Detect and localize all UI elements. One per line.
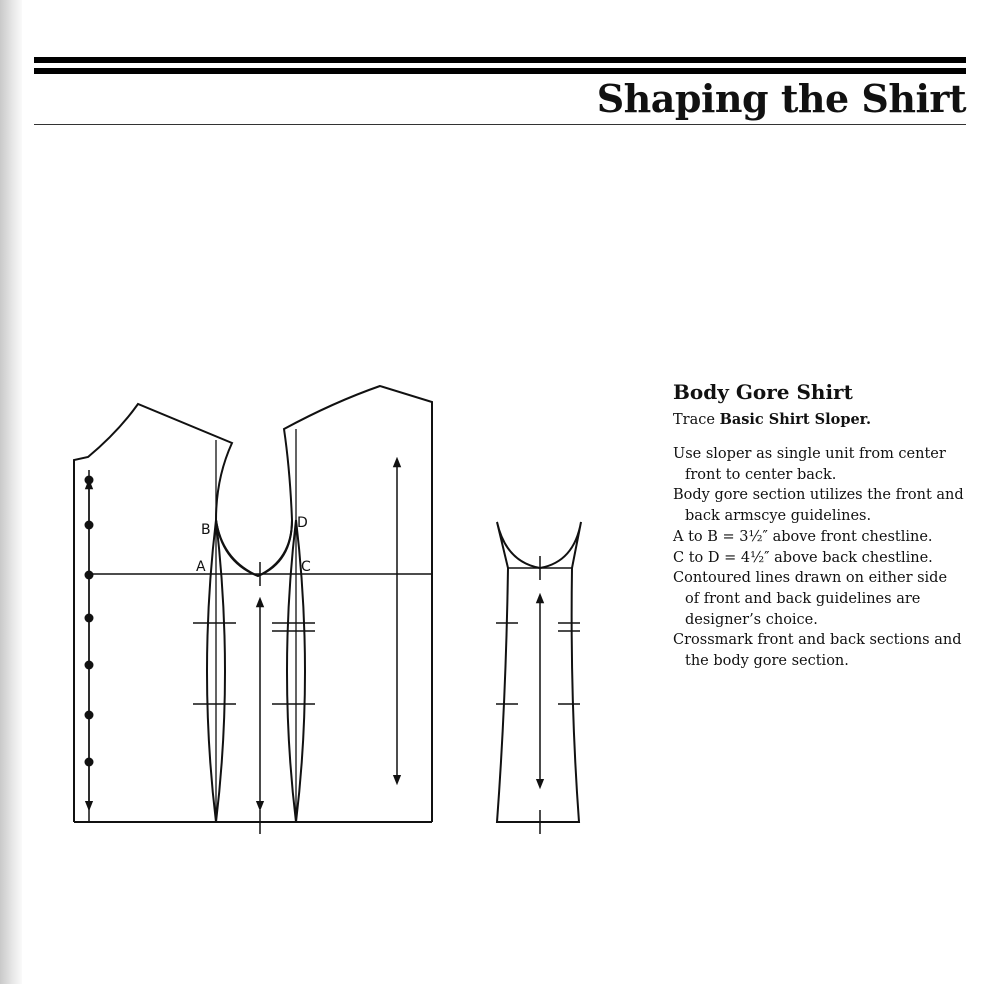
section-heading: Body Gore Shirt (673, 380, 853, 404)
button-mark (85, 571, 94, 580)
label-c: C (301, 559, 311, 575)
label-a: A (196, 559, 206, 575)
trace-instruction (673, 410, 965, 430)
button-mark (85, 758, 94, 767)
label-d: D (297, 515, 308, 531)
button-mark (85, 521, 94, 530)
instruction-item: Use sloper as single unit from center front to center back. (673, 446, 946, 483)
armscye-curve (216, 520, 292, 576)
button-mark (85, 661, 94, 670)
instruction-item: Contoured lines drawn on either side of front and back guidelines are designer’s choice. (673, 570, 948, 628)
label-b: B (201, 522, 211, 538)
instruction-list (673, 444, 965, 672)
trace-prefix: Trace (673, 412, 720, 428)
trace-sloper-name: Basic Shirt Sloper. (719, 411, 872, 428)
front-contour-left (207, 520, 216, 822)
front-contour-right (216, 520, 225, 822)
instruction-item: C to D = 4½″ above back chestline. (673, 549, 933, 566)
instruction-item: Body gore section utilizes the front and back armscye guidelines. (673, 487, 964, 525)
button-mark (85, 476, 94, 485)
instruction-panel (673, 378, 965, 672)
body-gore-outline (497, 522, 581, 822)
button-mark (85, 711, 94, 720)
front-panel-outline (74, 404, 258, 822)
back-panel-outline (258, 386, 432, 822)
back-contour-left (287, 520, 296, 822)
instruction-item: Crossmark front and back sections and the body gore section. (673, 632, 962, 670)
instruction-item: A to B = 3½″ above front chestline. (673, 528, 933, 545)
button-mark (85, 614, 94, 623)
page-title: Shaping the Shirt (596, 76, 966, 121)
